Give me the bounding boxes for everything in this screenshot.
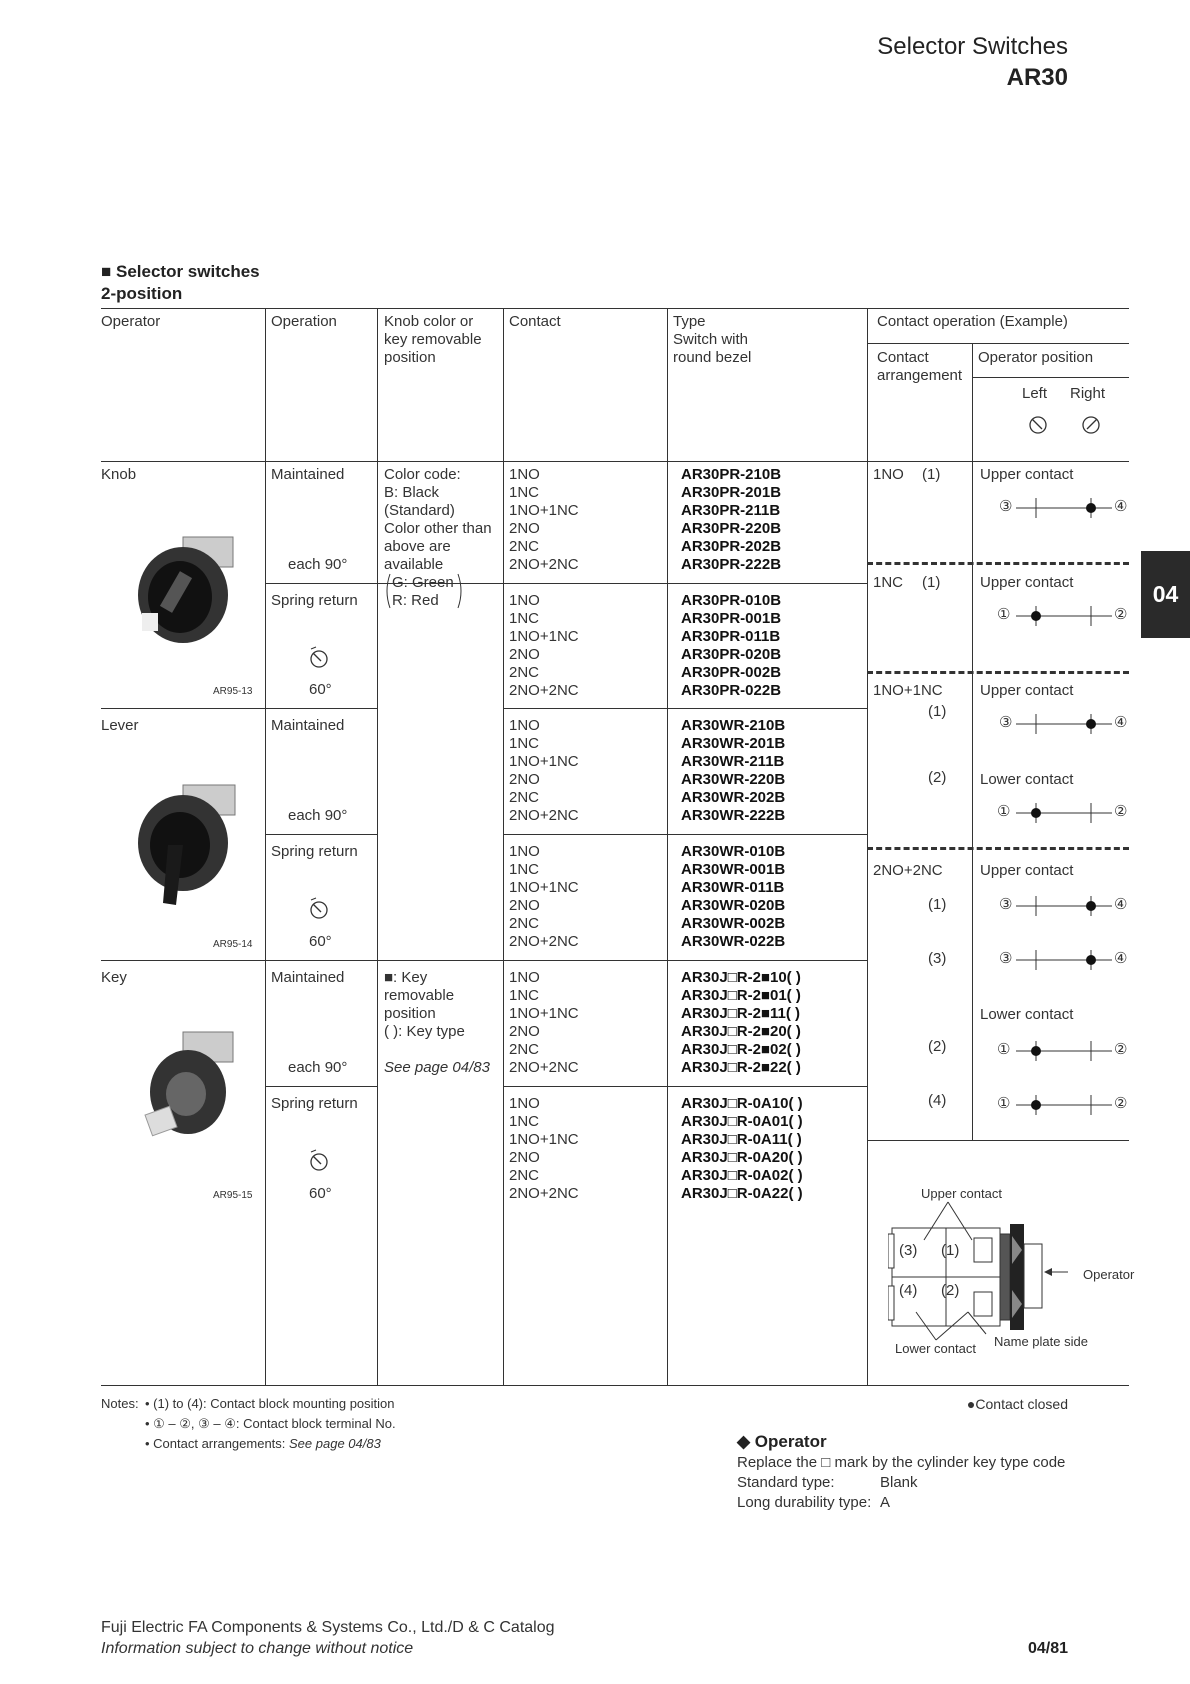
terminal-1: ①: [997, 1041, 1011, 1058]
diagram-operator-label: Operator: [1083, 1267, 1135, 1282]
dashed-rule: [867, 847, 1129, 850]
arr-1nc-contact: Upper contact: [980, 574, 1074, 591]
operator-std-label: Standard type:: [737, 1474, 835, 1491]
spring-return-icon: [307, 645, 331, 671]
op-60-key: 60°: [309, 1185, 332, 1202]
row-rule: [503, 834, 867, 835]
row-rule: [503, 1086, 867, 1087]
arr-2no2nc-pos4: (4): [928, 1092, 947, 1109]
arr-1no1nc-contact1: Upper contact: [980, 682, 1074, 699]
key-removable-text: ■: Key removable position ( ): Key type: [384, 969, 465, 1040]
diagram-upper-label: Upper contact: [921, 1186, 1002, 1201]
col-contact: Contact: [509, 313, 561, 330]
operator-std-value: Blank: [880, 1474, 918, 1491]
knob-color-options: G: Green R: Red: [392, 574, 454, 609]
arr-1no-contact: Upper contact: [980, 466, 1074, 483]
photo-code-lever: AR95-14: [213, 939, 253, 950]
header-title: Selector Switches: [877, 33, 1068, 60]
note-3-link: See page 04/83: [289, 1436, 381, 1451]
left-position-icon: [1030, 417, 1046, 433]
col-operator: Operator: [101, 313, 161, 330]
terminal-3: ③: [999, 950, 1013, 967]
note-1: • (1) to (4): Contact block mounting position: [145, 1396, 395, 1411]
operator-lever: Lever: [101, 717, 139, 734]
col-operation: Operation: [271, 313, 337, 330]
footer-notice: Information subject to change without notice: [101, 1640, 414, 1657]
knob-switch-photo: [128, 525, 243, 650]
op-maintained-lever: Maintained: [271, 717, 345, 734]
section-subtitle: 2-position: [101, 284, 183, 303]
operator-key: Key: [101, 969, 127, 986]
bracket-icon: [382, 572, 466, 612]
contact-closed-legend: ●Contact closed: [966, 1396, 1068, 1412]
contact-symbol-no-closed-right: [1016, 496, 1112, 520]
terminal-1: ①: [997, 1095, 1011, 1112]
op-spring-knob: Spring return: [271, 592, 358, 609]
op-spring-key: Spring return: [271, 1095, 358, 1112]
col-rule: [667, 308, 668, 1385]
header-model: AR30: [1006, 64, 1068, 91]
type-list-key-maintained: AR30J□R-2■10( ) AR30J□R-2■01( ) AR30J□R-2■11( ) AR30J□R-2■20( ) AR30J□R-2■02( ) AR30J□R-2■22( ): [681, 969, 801, 1076]
terminal-4: ④: [1114, 498, 1128, 515]
diamond-bullet-icon: ◆: [737, 1432, 755, 1451]
op-maintained-key: Maintained: [271, 969, 345, 986]
key-see-page: See page 04/83: [384, 1059, 490, 1076]
operator-pos-rule: [972, 377, 1129, 378]
diagram-lower-label: Lower contact: [895, 1341, 976, 1356]
operator-long-label: Long durability type:: [737, 1494, 872, 1511]
section-title: ■ Selector switches: [101, 262, 260, 281]
arr-1no1nc-pos1: (1): [928, 703, 947, 720]
terminal-2: ②: [1114, 803, 1128, 820]
col-rule: [503, 308, 504, 1385]
operator-title: ◆ Operator: [737, 1432, 827, 1451]
col-right: Right: [1070, 385, 1106, 402]
knob-color-text: Color code: B: Black (Standard) Color other than above are available: [384, 466, 492, 573]
col-knob-color: Knob color or key removable position: [384, 313, 482, 366]
terminal-4: ④: [1114, 896, 1128, 913]
row-rule: [503, 708, 867, 709]
filled-dot-icon: ●: [966, 1396, 976, 1412]
operator-line1: Replace the □ mark by the cylinder key type code: [737, 1454, 1066, 1471]
col-type: Type Switch with round bezel: [673, 313, 752, 366]
col-left: Left: [1022, 385, 1048, 402]
table-bottom-rule: [101, 1385, 1129, 1386]
terminal-2: ②: [1114, 606, 1128, 623]
photo-code-knob: AR95-13: [213, 686, 253, 697]
type-list-knob-spring: AR30PR-010B AR30PR-001B AR30PR-011B AR30PR-020B AR30PR-002B AR30PR-022B: [681, 592, 782, 699]
arr-1no1nc-contact2: Lower contact: [980, 771, 1074, 788]
photo-code-key: AR95-15: [213, 1190, 253, 1201]
row-rule: [503, 583, 867, 584]
diagram-pos-4: (4): [899, 1282, 918, 1299]
dashed-rule: [867, 671, 1129, 674]
op-60-knob: 60°: [309, 681, 332, 698]
op-maintained-knob: Maintained: [271, 466, 345, 483]
col-rule: [265, 308, 266, 1385]
contacts-list: 1NO 1NC 1NO+1NC 2NO 2NC 2NO+2NC: [509, 466, 579, 573]
arr-2no2nc: 2NO+2NC: [873, 862, 943, 879]
arr-1no1nc: 1NO+1NC: [873, 682, 943, 699]
note-2: • ① – ②, ③ – ④: Contact block terminal No.: [145, 1416, 396, 1431]
operator-knob: Knob: [101, 466, 137, 483]
spring-return-icon: [307, 1148, 331, 1174]
contact-symbol-nc-closed-left: [1016, 604, 1112, 628]
arr-1nc: 1NC: [873, 574, 904, 591]
dashed-rule: [867, 562, 1129, 565]
row-rule: [867, 1140, 1129, 1141]
terminal-1: ①: [997, 606, 1011, 623]
contacts-list: 1NO 1NC 1NO+1NC 2NO 2NC 2NO+2NC: [509, 969, 579, 1076]
terminal-2: ②: [1114, 1095, 1128, 1112]
square-bullet-icon: ■: [101, 262, 116, 281]
row-rule: [377, 960, 867, 961]
arr-2no2nc-pos2: (2): [928, 1038, 947, 1055]
contact-symbol-nc-closed-left: [1016, 1039, 1112, 1063]
op-each90-knob: each 90°: [288, 556, 348, 573]
row-rule: [265, 1086, 377, 1087]
contacts-list: 1NO 1NC 1NO+1NC 2NO 2NC 2NO+2NC: [509, 592, 579, 699]
lever-switch-photo: [128, 775, 243, 915]
col-rule: [377, 308, 378, 1385]
key-switch-photo: [128, 1022, 243, 1152]
note-3: • Contact arrangements: See page 04/83: [145, 1436, 381, 1451]
operator-long-value: A: [880, 1494, 891, 1511]
side-tab: 04: [1141, 551, 1190, 638]
type-list-knob-maintained: AR30PR-210B AR30PR-201B AR30PR-211B AR30PR-220B AR30PR-202B AR30PR-222B: [681, 466, 782, 573]
terminal-3: ③: [999, 896, 1013, 913]
notes-label: Notes:: [101, 1396, 139, 1411]
diagram-pos-2: (2): [941, 1282, 960, 1299]
arr-2no2nc-pos3: (3): [928, 950, 947, 967]
terminal-1: ①: [997, 803, 1011, 820]
footer-company: Fuji Electric FA Components & Systems Co., Ltd./D & C Catalog: [101, 1619, 555, 1636]
row-rule: [101, 708, 377, 709]
col-rule: [972, 343, 973, 1140]
row-rule: [265, 834, 377, 835]
mounting-diagram: [888, 1200, 1088, 1342]
type-list-lever-maintained: AR30WR-210B AR30WR-201B AR30WR-211B AR30WR-220B AR30WR-202B AR30WR-222B: [681, 717, 786, 824]
table-top-rule: [101, 308, 1129, 309]
arr-1no-pos: (1): [922, 466, 941, 483]
diagram-pos-1: (1): [941, 1242, 960, 1259]
contact-symbol-nc-closed-left: [1016, 1093, 1112, 1117]
terminal-3: ③: [999, 714, 1013, 731]
contacts-list: 1NO 1NC 1NO+1NC 2NO 2NC 2NO+2NC: [509, 717, 579, 824]
spring-return-icon: [307, 896, 331, 922]
contact-op-rule: [867, 343, 1129, 344]
arr-1no1nc-pos2: (2): [928, 769, 947, 786]
contact-symbol-no-closed-right: [1016, 712, 1112, 736]
header-bottom-rule: [101, 461, 1129, 462]
type-list-key-spring: AR30J□R-0A10( ) AR30J□R-0A01( ) AR30J□R-0A11( ) AR30J□R-0A20( ) AR30J□R-0A02( ) AR30J□R-0A22( ): [681, 1095, 803, 1202]
contact-symbol-nc-closed-left: [1016, 801, 1112, 825]
page-number: 04/81: [1027, 1640, 1068, 1657]
diagram-pos-3: (3): [899, 1242, 918, 1259]
right-position-icon: [1083, 417, 1099, 433]
arr-2no2nc-contact2: Lower contact: [980, 1006, 1074, 1023]
terminal-4: ④: [1114, 950, 1128, 967]
col-contact-arrangement: Contact arrangement: [877, 349, 963, 384]
contacts-list: 1NO 1NC 1NO+1NC 2NO 2NC 2NO+2NC: [509, 843, 579, 950]
contacts-list: 1NO 1NC 1NO+1NC 2NO 2NC 2NO+2NC: [509, 1095, 579, 1202]
position-indicator-icons: [1028, 415, 1128, 437]
op-each90-lever: each 90°: [288, 807, 348, 824]
contact-symbol-no-closed-right: [1016, 948, 1112, 972]
row-rule: [101, 960, 377, 961]
arr-1nc-pos: (1): [922, 574, 941, 591]
arr-2no2nc-pos1: (1): [928, 896, 947, 913]
terminal-3: ③: [999, 498, 1013, 515]
terminal-2: ②: [1114, 1041, 1128, 1058]
op-60-lever: 60°: [309, 933, 332, 950]
diagram-nameplate-label: Name plate side: [994, 1334, 1088, 1349]
contact-symbol-no-closed-right: [1016, 894, 1112, 918]
arr-1no: 1NO: [873, 466, 904, 483]
col-contact-operation: Contact operation (Example): [877, 313, 1068, 330]
terminal-4: ④: [1114, 714, 1128, 731]
col-operator-position: Operator position: [978, 349, 1094, 366]
op-spring-lever: Spring return: [271, 843, 358, 860]
op-each90-key: each 90°: [288, 1059, 348, 1076]
type-list-lever-spring: AR30WR-010B AR30WR-001B AR30WR-011B AR30WR-020B AR30WR-002B AR30WR-022B: [681, 843, 786, 950]
arr-2no2nc-contact1: Upper contact: [980, 862, 1074, 879]
